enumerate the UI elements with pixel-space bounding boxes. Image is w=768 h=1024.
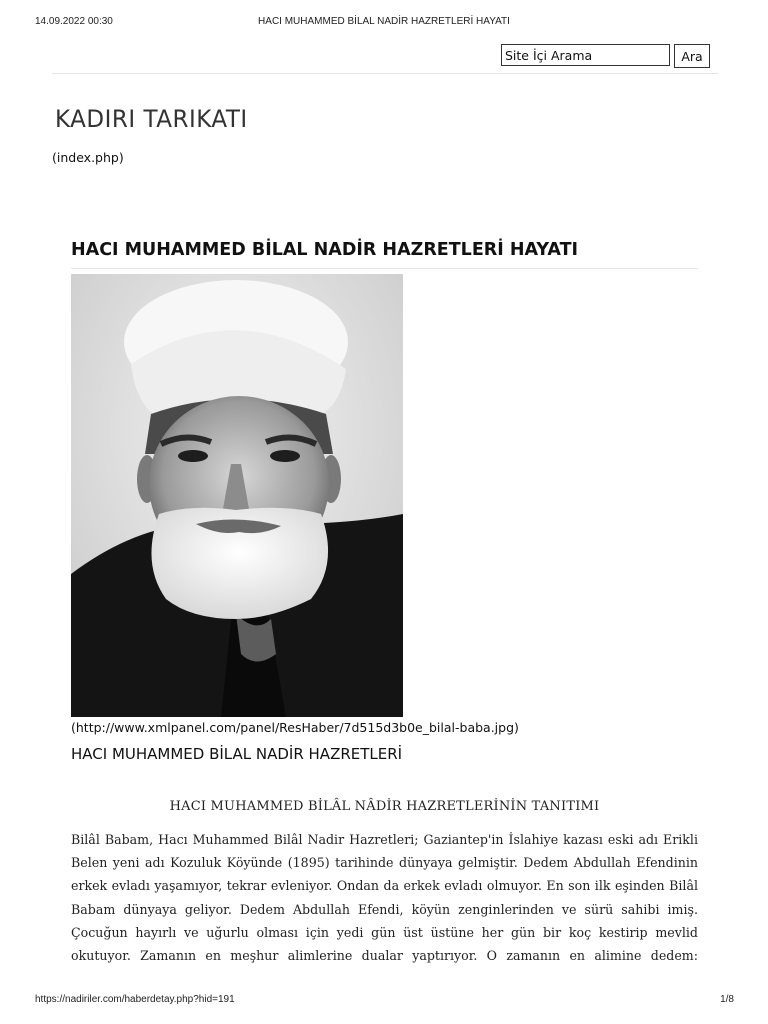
portrait-image xyxy=(71,274,403,717)
page-count: 1/8 xyxy=(720,994,734,1005)
site-logo[interactable]: KADIRI TARIKATI xyxy=(55,106,248,134)
logo-link[interactable]: (index.php) xyxy=(52,150,124,165)
title-divider xyxy=(71,268,698,269)
print-page-title: HACI MUHAMMED BİLAL NADİR HAZRETLERİ HAYATI xyxy=(258,16,510,27)
search-input[interactable] xyxy=(501,44,670,66)
intro-heading: HACI MUHAMMED BİLÂL NÂDİR HAZRETLERİNİN TANITIMI xyxy=(169,799,600,814)
article-title: HACI MUHAMMED BİLAL NADİR HAZRETLERİ HAYATI xyxy=(71,240,579,260)
print-url: https://nadiriler.com/haberdetay.php?hid=191 xyxy=(35,994,235,1005)
article-body: Bilâl Babam, Hacı Muhammed Bilâl Nadir Hazretleri; Gaziantep'in İslahiye kazası eski adı Erikli Belen yeni adı Kozuluk Köyünde (1895) tarihinde dünyaya gelmiştir. Dedem Abdullah Efendinin erkek evladı yaşamıyor, tekrar evleniyor. Ondan da erkek evladı olmuyor. En son ilk eşinden Bilâl Babam dünyaya geliyor. Dedem Abdullah Efendi, köyün zenginlerinden ve sürü sahibi imiş. Çocuğun hayırlı ve uğurlu olması için yedi gün üst üstüne her gün bir koç kestirip mevlid okutuyor. Zamanın en meşhur alimlerine dualar yaptırıyor. O zamanın en alimine dedem: xyxy=(71,832,698,964)
print-header xyxy=(0,16,768,30)
photo-link[interactable]: (http://www.xmlpanel.com/panel/ResHaber/7d515d3b0e_bilal-baba.jpg) xyxy=(71,720,519,735)
print-footer xyxy=(0,994,768,1008)
portrait-photo xyxy=(71,274,403,717)
print-datetime: 14.09.2022 00:30 xyxy=(35,16,113,27)
article-subtitle: HACI MUHAMMED BİLAL NADİR HAZRETLERİ xyxy=(71,745,403,763)
header-divider xyxy=(52,73,718,74)
search-button[interactable]: Ara xyxy=(674,44,710,68)
